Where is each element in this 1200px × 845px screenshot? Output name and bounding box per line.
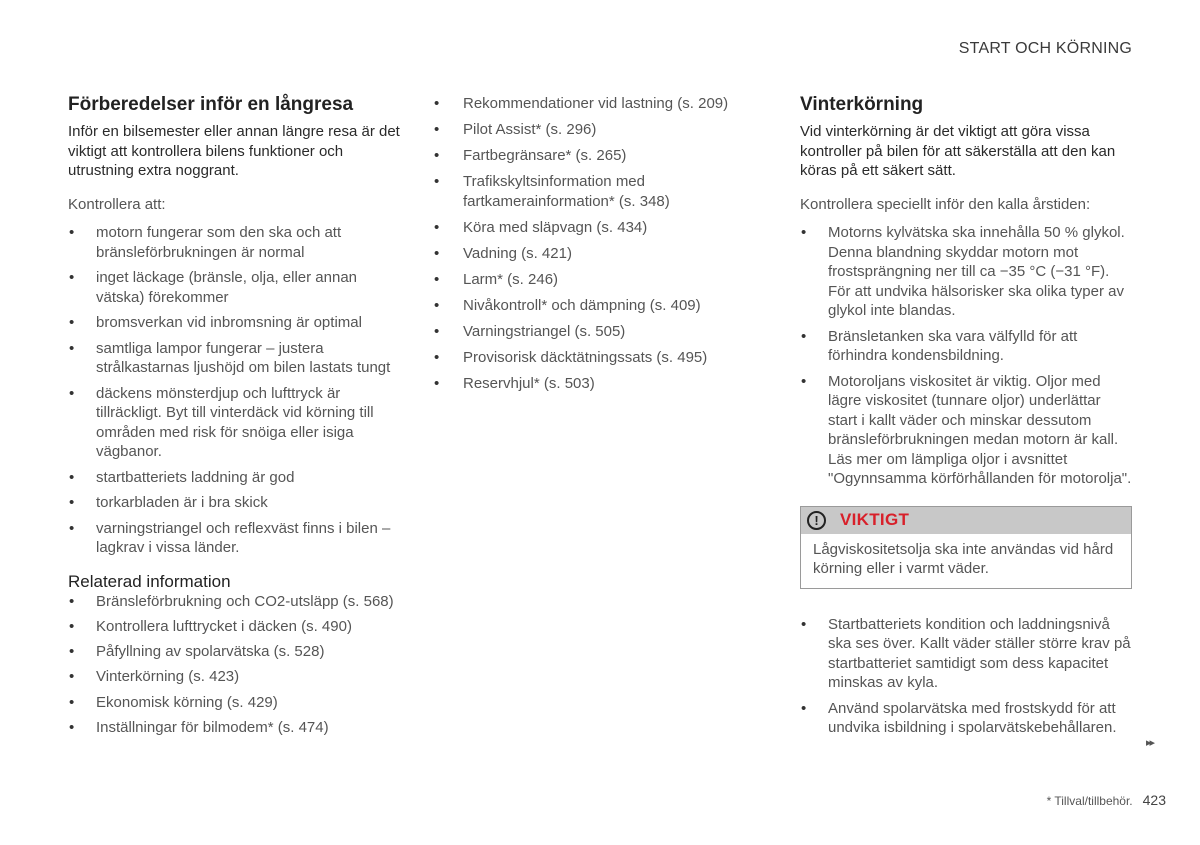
related-link[interactable]: • Rekommendationer vid lastning (s. 209) (433, 94, 768, 114)
continue-arrows-icon: ▸▸ (1146, 737, 1154, 749)
column-related-continued (433, 94, 768, 400)
related-info-list-continued (433, 94, 768, 393)
checklist-item: • varningstriangel och reflexväst finns i bilen – lagkrav i vissa länder. (68, 519, 403, 558)
related-link[interactable]: • Pilot Assist* (s. 296) (433, 120, 768, 140)
related-link[interactable]: • Fartbegränsare* (s. 265) (433, 146, 768, 166)
checklist-item: • Startbatteriets kondition och laddningsnivå ska ses över. Kallt väder ställer större krav på startbatteriet samtidigt som dess kapacitet minskas av kyla. (800, 615, 1132, 693)
checklist-item: • inget läckage (bränsle, olja, eller annan vätska) förekommer (68, 268, 403, 307)
important-notice-title: VIKTIGT (840, 510, 910, 529)
exclamation-icon: ! (807, 511, 826, 530)
related-link[interactable]: • Bränsleförbrukning och CO2-utsläpp (s. 568) (68, 592, 403, 612)
related-info-title: Relaterad information (68, 571, 231, 591)
checklist-item: • däckens mönsterdjup och lufttryck är tillräckligt. Byt till vinterdäck vid körning till områden med risk för snöiga eller isiga vägbanor. (68, 384, 403, 462)
long-trip-title: Förberedelser inför en långresa (68, 94, 354, 115)
related-link[interactable]: • Kontrollera lufttrycket i däcken (s. 490) (68, 617, 403, 637)
related-info-list (68, 592, 403, 738)
winter-checklist (800, 223, 1132, 489)
related-link[interactable]: • Inställningar för bilmodem* (s. 474) (68, 718, 403, 738)
related-link[interactable]: • Larm* (s. 246) (433, 270, 768, 290)
important-notice-header (801, 507, 1131, 534)
page-number: 423 (1142, 792, 1166, 808)
column-winter-driving (800, 94, 1132, 744)
winter-check-label: Kontrollera speciellt inför den kalla årstiden: (800, 195, 1091, 213)
long-trip-check-label: Kontrollera att: (68, 195, 166, 213)
related-link[interactable]: • Trafikskyltsinformation med fartkamerainformation* (s. 348) (433, 172, 768, 211)
long-trip-checklist (68, 223, 403, 558)
checklist-item: • samtliga lampor fungerar – justera strålkastarnas ljushöjd om bilen lastats tungt (68, 339, 403, 378)
winter-driving-intro: Vid vinterkörning är det viktigt att göra vissa kontroller på bilen för att säkerställa att den kan köras på ett säkert sätt. (800, 123, 1116, 179)
checklist-item: • startbatteriets laddning är god (68, 468, 403, 488)
checklist-item: • bromsverkan vid inbromsning är optimal (68, 313, 403, 333)
optional-accessory-footnote: * Tillval/tillbehör. (1046, 794, 1133, 808)
related-link[interactable]: • Påfyllning av spolarvätska (s. 528) (68, 642, 403, 662)
column-long-trip (68, 94, 403, 743)
winter-checklist-continued (800, 615, 1132, 738)
checklist-item: • Använd spolarvätska med frostskydd för att undvika isbildning i spolarvätskebehållaren. (800, 699, 1132, 738)
related-link[interactable]: • Varningstriangel (s. 505) (433, 322, 768, 342)
checklist-item: • motorn fungerar som den ska och att bränsleförbrukningen är normal (68, 223, 403, 262)
checklist-item: • Bränsletanken ska vara välfylld för att förhindra kondensbildning. (800, 327, 1132, 366)
related-link[interactable]: • Vinterkörning (s. 423) (68, 667, 403, 687)
checklist-item: • torkarbladen är i bra skick (68, 493, 403, 513)
page-footer (1047, 792, 1166, 808)
related-link[interactable]: • Nivåkontroll* och dämpning (s. 409) (433, 296, 768, 316)
checklist-item: • Motoroljans viskositet är viktig. Oljor med lägre viskositet (tunnare oljor) underlättar start i kallt väder och minskar dessutom bränsleförbrukningen medan motorn är kall. Läs mer om lämpliga oljor i avsnittet "Ogynnsamma körförhållanden för motorolja". (800, 372, 1132, 489)
important-notice-text: Lågviskositetsolja ska inte användas vid hård körning eller i varmt väder. (813, 540, 1114, 577)
related-link[interactable]: • Ekonomisk körning (s. 429) (68, 693, 403, 713)
winter-driving-title: Vinterkörning (800, 94, 924, 115)
related-link[interactable]: • Reservhjul* (s. 503) (433, 374, 768, 394)
section-header: START OCH KÖRNING (958, 40, 1132, 57)
important-notice-box (800, 506, 1132, 589)
related-link[interactable]: • Köra med släpvagn (s. 434) (433, 218, 768, 238)
related-link[interactable]: • Vadning (s. 421) (433, 244, 768, 264)
long-trip-intro: Inför en bilsemester eller annan längre resa är det viktigt att kontrollera bilens funktioner och utrustning extra noggrant. (68, 123, 400, 179)
checklist-item: • Motorns kylvätska ska innehålla 50 % glykol. Denna blandning skyddar motorn mot frostsprängning ner till ca −35 °C (−31 °F). För att undvika hälsorisker ska olika typer av glykol inte blandas. (800, 223, 1132, 321)
related-link[interactable]: • Provisorisk däcktätningssats (s. 495) (433, 348, 768, 368)
